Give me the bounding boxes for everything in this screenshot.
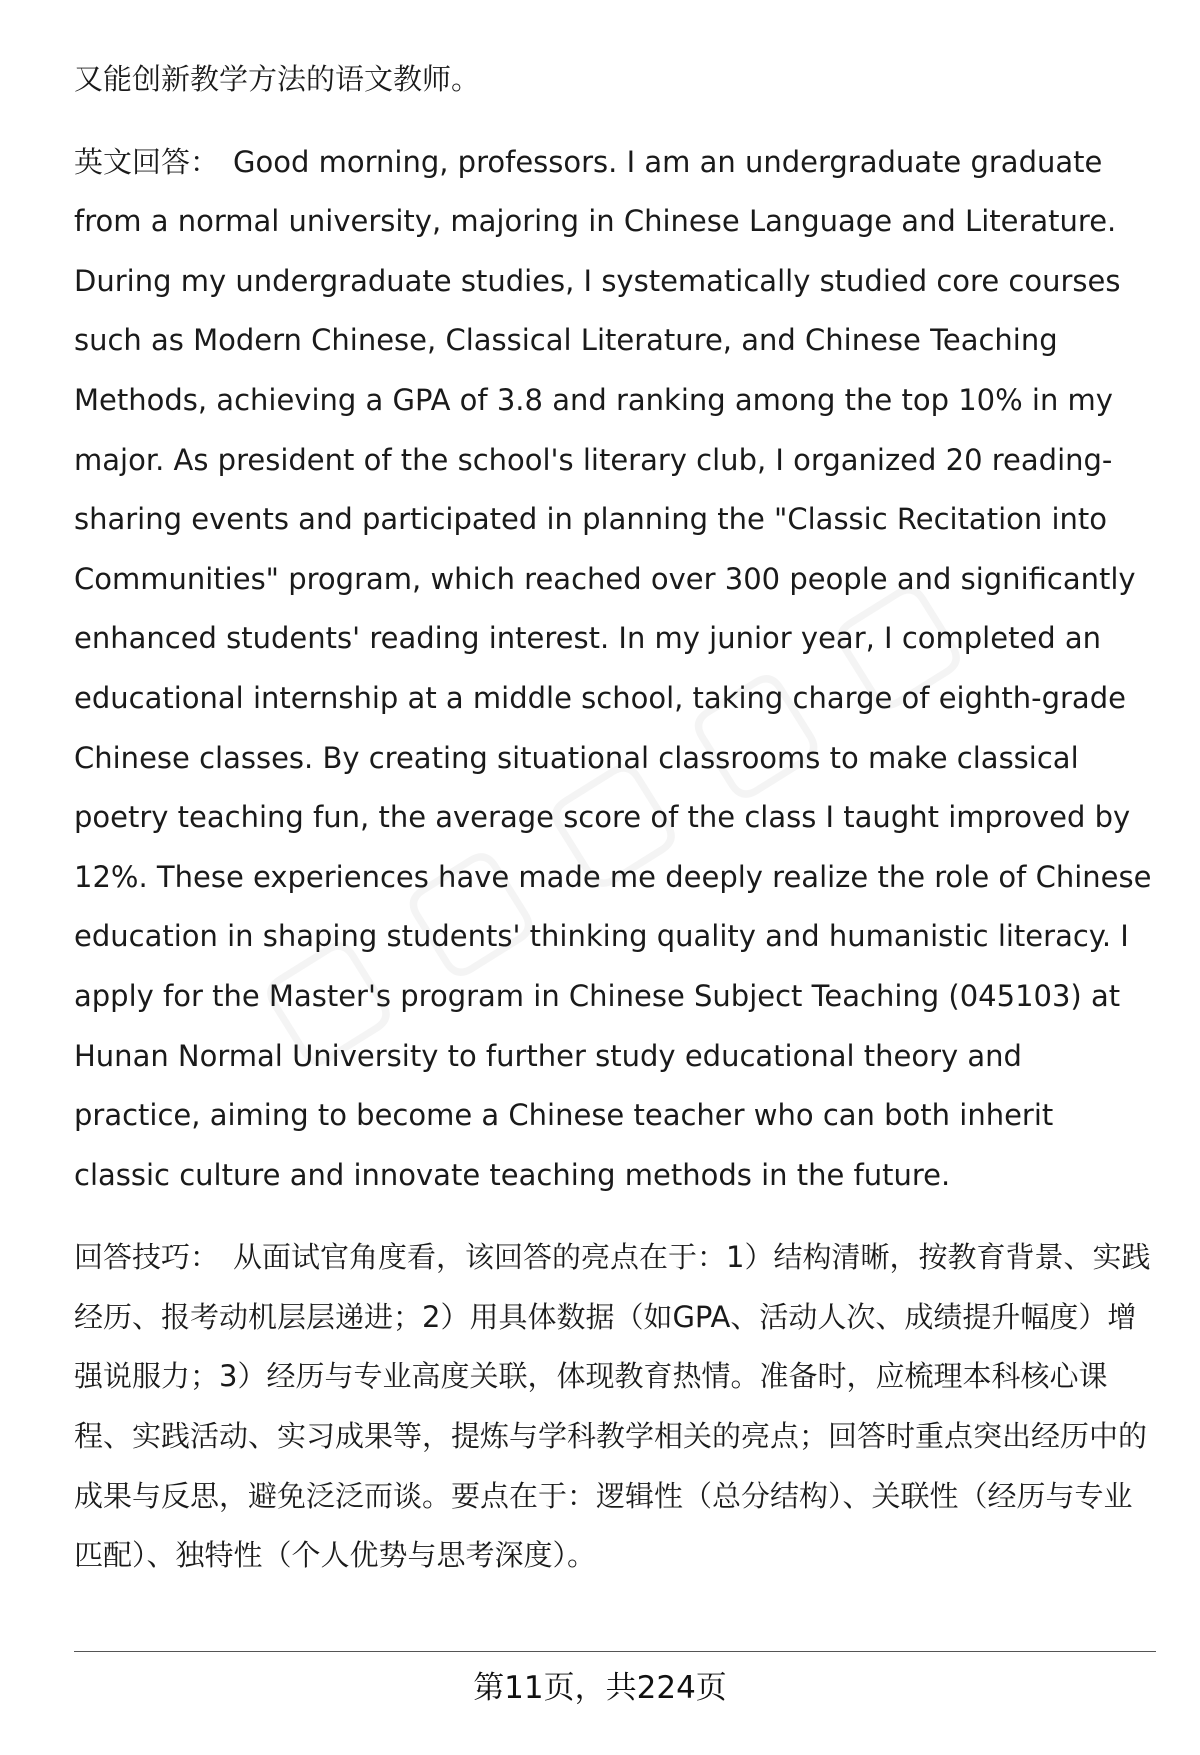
document-body	[74, 50, 1154, 1586]
english-answer-label: 英文回答：	[74, 144, 220, 179]
intro-text: 又能创新教学方法的语文教师。	[74, 62, 481, 96]
english-answer-paragraph	[74, 133, 1154, 1206]
page-number: 第11页，共224页	[473, 1670, 727, 1706]
answer-tips-paragraph	[74, 1228, 1154, 1586]
answer-tips-label: 回答技巧：	[74, 1240, 220, 1275]
answer-tips-text: 从面试官角度看，该回答的亮点在于：1）结构清晰，按教育背景、实践经历、报考动机层层递进；2）用具体数据（如GPA、活动人次、成绩提升幅度）增强说服力；3）经历与专业高度关联，体现教育热情。准备时，应梳理本科核心课程、实践活动、实习成果等，提炼与学科教学相关的亮点；回答时重点突出经历中的成果与反思，避免泛泛而谈。要点在于：逻辑性（总分结构）、关联性（经历与专业匹配）、独特性（个人优势与思考深度）。	[74, 1240, 1151, 1573]
english-answer-text: Good morning, professors. I am an undergraduate graduate from a normal university, majoring in Chinese Language and Literature. During my undergraduate studies, I systematically studied core courses such as Modern Chinese, Classical Literature, and Chinese Teaching Methods, achieving a GPA of 3.8 and ranking among the top 10% in my major. As president of the school's literary club, I organized 20 reading-sharing events and participated in planning the "Classic Recitation into Communities" program, which reached over 300 people and significantly enhanced students' reading interest. In my junior year, I completed an educational internship at a middle school, taking charge of eighth-grade Chinese classes. By creating situational classrooms to make classical poetry teaching fun, the average score of the class I taught improved by 12%. These experiences have made me deeply realize the role of Chinese education in shaping students' thinking quality and humanistic literacy. I apply for the Master's program in Chinese Subject Teaching (045103) at Hunan Normal University to further study educational theory and practice, aiming to become a Chinese teacher who can both inherit classic culture and innovate teaching methods in the future.	[74, 144, 1152, 1192]
footer-divider	[74, 1651, 1156, 1652]
intro-paragraph	[74, 50, 1154, 110]
